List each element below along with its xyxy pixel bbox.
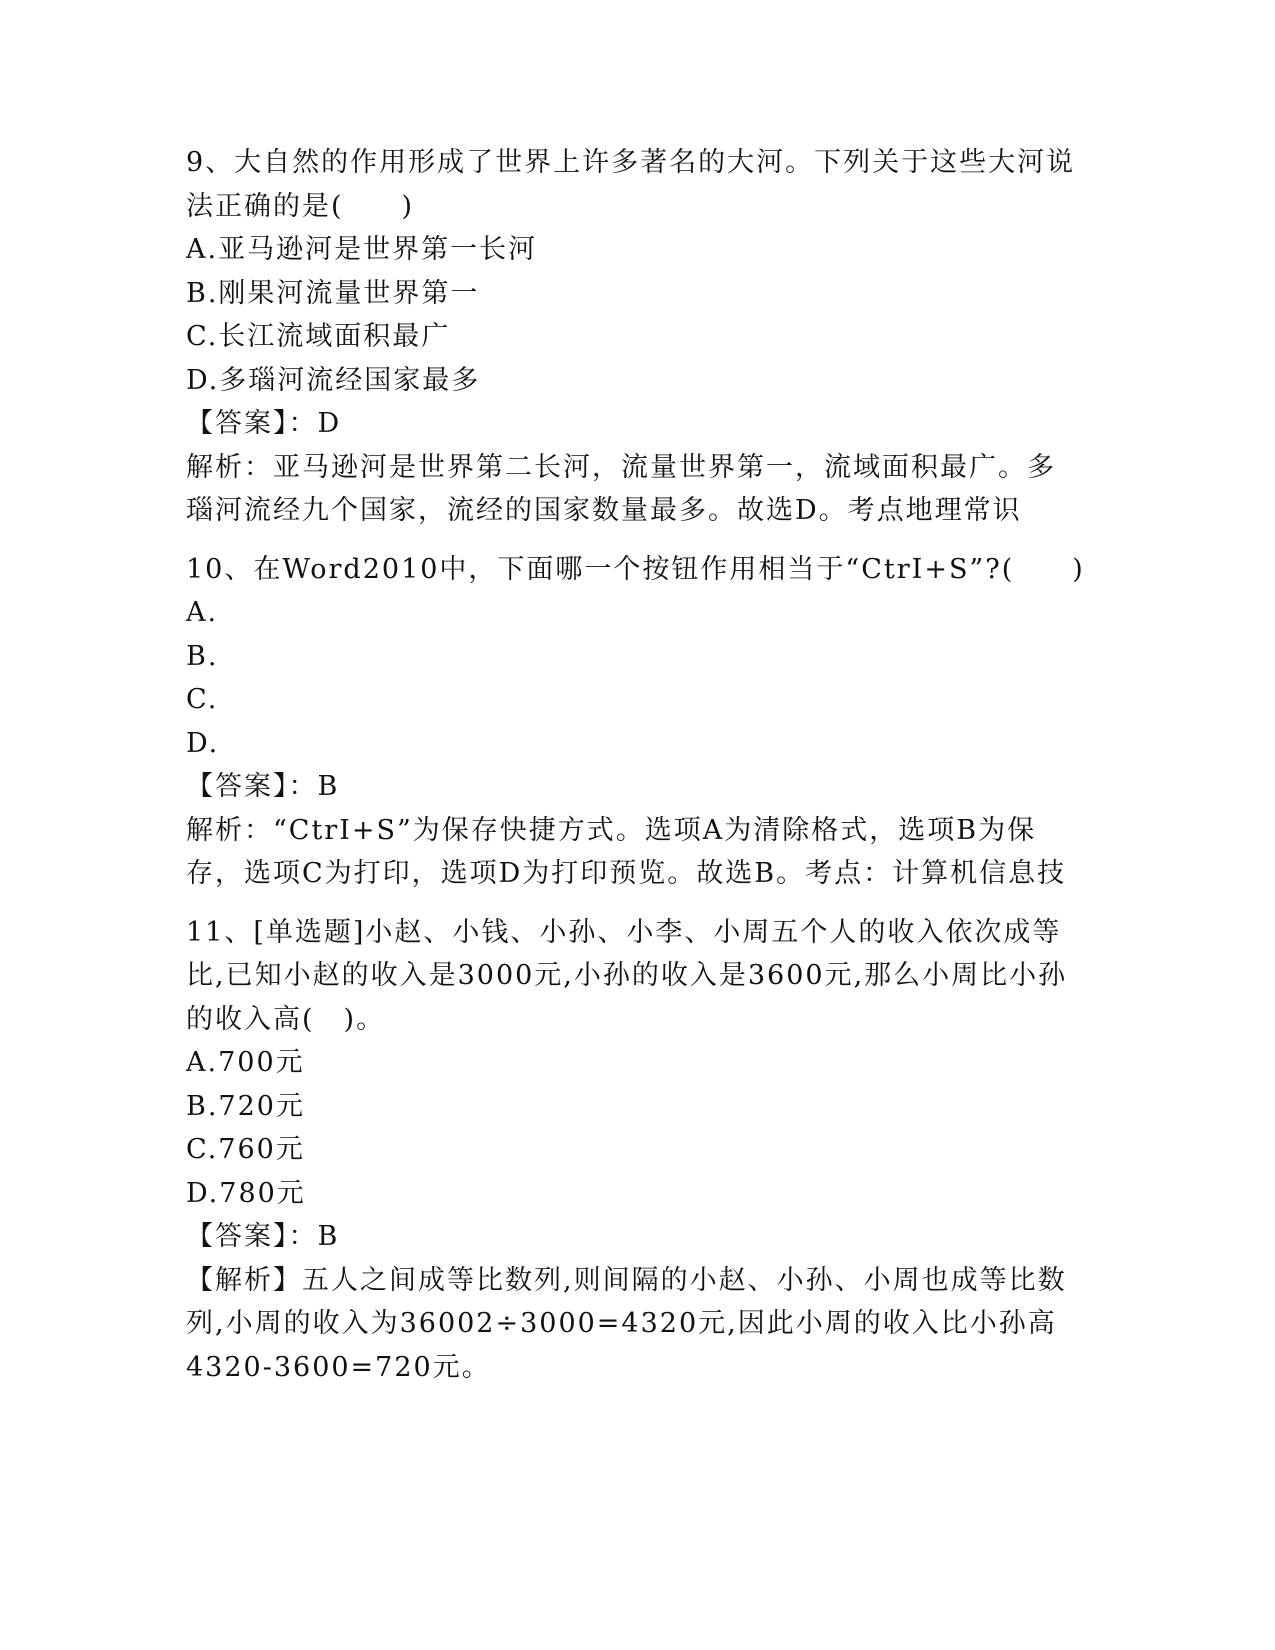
option-b: B.720元 (186, 1090, 305, 1122)
analysis-text: 存，选项C为打印，选项D为打印预览。故选B。考点：计算机信息技 (186, 858, 1067, 889)
analysis-text: 列,小周的收入为36002÷3000=4320元,因此小周的收入比小孙高 (186, 1308, 1057, 1339)
question-9 (186, 141, 1086, 533)
option-b: B. (186, 640, 219, 672)
answer-line: 【答案】：B (186, 771, 340, 802)
option-d: D.780元 (186, 1177, 306, 1209)
question-stem: 的收入高( )。 (186, 1003, 386, 1035)
question-11 (186, 911, 1086, 1390)
option-d: D. (186, 727, 220, 759)
option-c: C.长江流域面积最广 (186, 321, 451, 352)
question-stem: 法正确的是( ) (186, 190, 415, 222)
analysis-text: 【解析】五人之间成等比数列,则间隔的小赵、小孙、小周也成等比数 (186, 1264, 1067, 1296)
question-stem: 9、大自然的作用形成了世界上许多著名的大河。下列关于这些大河说 (186, 147, 1076, 178)
option-a: A.亚马逊河是世界第一长河 (186, 234, 538, 265)
analysis-text: 4320-3600=720元。 (186, 1351, 491, 1383)
document-page (186, 141, 1086, 1397)
answer-line: 【答案】：B (186, 1221, 340, 1252)
option-d: D.多瑙河流经国家最多 (186, 364, 481, 396)
question-stem: 11、[单选题]小赵、小钱、小孙、小李、小周五个人的收入依次成等 (186, 916, 1062, 948)
option-b: B.刚果河流量世界第一 (186, 277, 480, 309)
analysis-text: 解析：“CtrI+S”为保存快捷方式。选项A为清除格式，选项B为保 (186, 814, 1037, 846)
answer-line: 【答案】：D (186, 408, 342, 439)
option-a: A.700元 (186, 1047, 305, 1078)
option-a: A. (186, 597, 219, 628)
analysis-text: 瑙河流经九个国家，流经的国家数量最多。故选D。考点地理常识 (186, 495, 1022, 526)
analysis-text: 解析：亚马逊河是世界第二长河，流量世界第一，流域面积最广。多 (186, 451, 1056, 483)
option-c: C.760元 (186, 1134, 305, 1165)
option-c: C. (186, 684, 219, 715)
question-stem: 比,已知小赵的收入是3000元,小孙的收入是3600元,那么小周比小孙 (186, 960, 1068, 991)
question-10 (186, 548, 1086, 896)
question-stem: 10、在Word2010中，下面哪一个按钮作用相当于“CtrI+S”?( ) (186, 553, 1085, 585)
